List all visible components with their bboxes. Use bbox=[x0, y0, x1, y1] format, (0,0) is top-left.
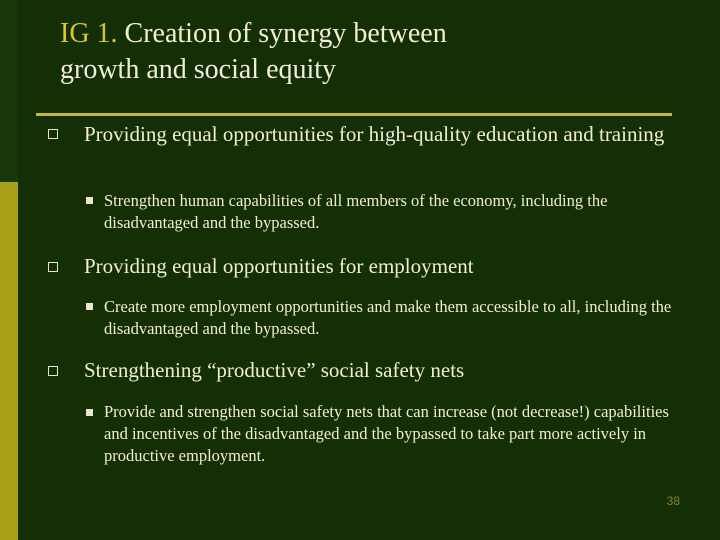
square-bullet-icon bbox=[48, 129, 58, 139]
title-line2: growth and social equity bbox=[60, 54, 337, 85]
square-bullet-icon bbox=[48, 262, 58, 272]
title-prefix: IG 1. bbox=[60, 18, 118, 49]
sub-bullet-text: Provide and strengthen social safety nets that can increase (not decrease!) capabilities and incentives of the disadvantaged and the bypassed to take part more actively in productive employment. bbox=[104, 402, 669, 465]
title-line1: Creation of synergy between bbox=[117, 18, 447, 49]
bullet-text: Providing equal opportunities for high-quality education and training bbox=[84, 122, 665, 146]
square-sub-bullet-icon bbox=[86, 409, 93, 416]
sub-bullet-text: Strengthen human capabilities of all members of the economy, including the disadvantaged and the bypassed. bbox=[104, 191, 608, 232]
sub-bullet-text: Create more employment opportunities and make them accessible to all, including the disadvantaged and the bypassed. bbox=[104, 297, 672, 338]
page-number: 38 bbox=[666, 494, 680, 508]
bullet-text: Providing equal opportunities for employment bbox=[84, 254, 474, 278]
square-sub-bullet-icon bbox=[86, 197, 93, 204]
square-sub-bullet-icon bbox=[86, 303, 93, 310]
square-bullet-icon bbox=[48, 366, 58, 376]
bullet-text: Strengthening “productive” social safety nets bbox=[84, 358, 465, 382]
